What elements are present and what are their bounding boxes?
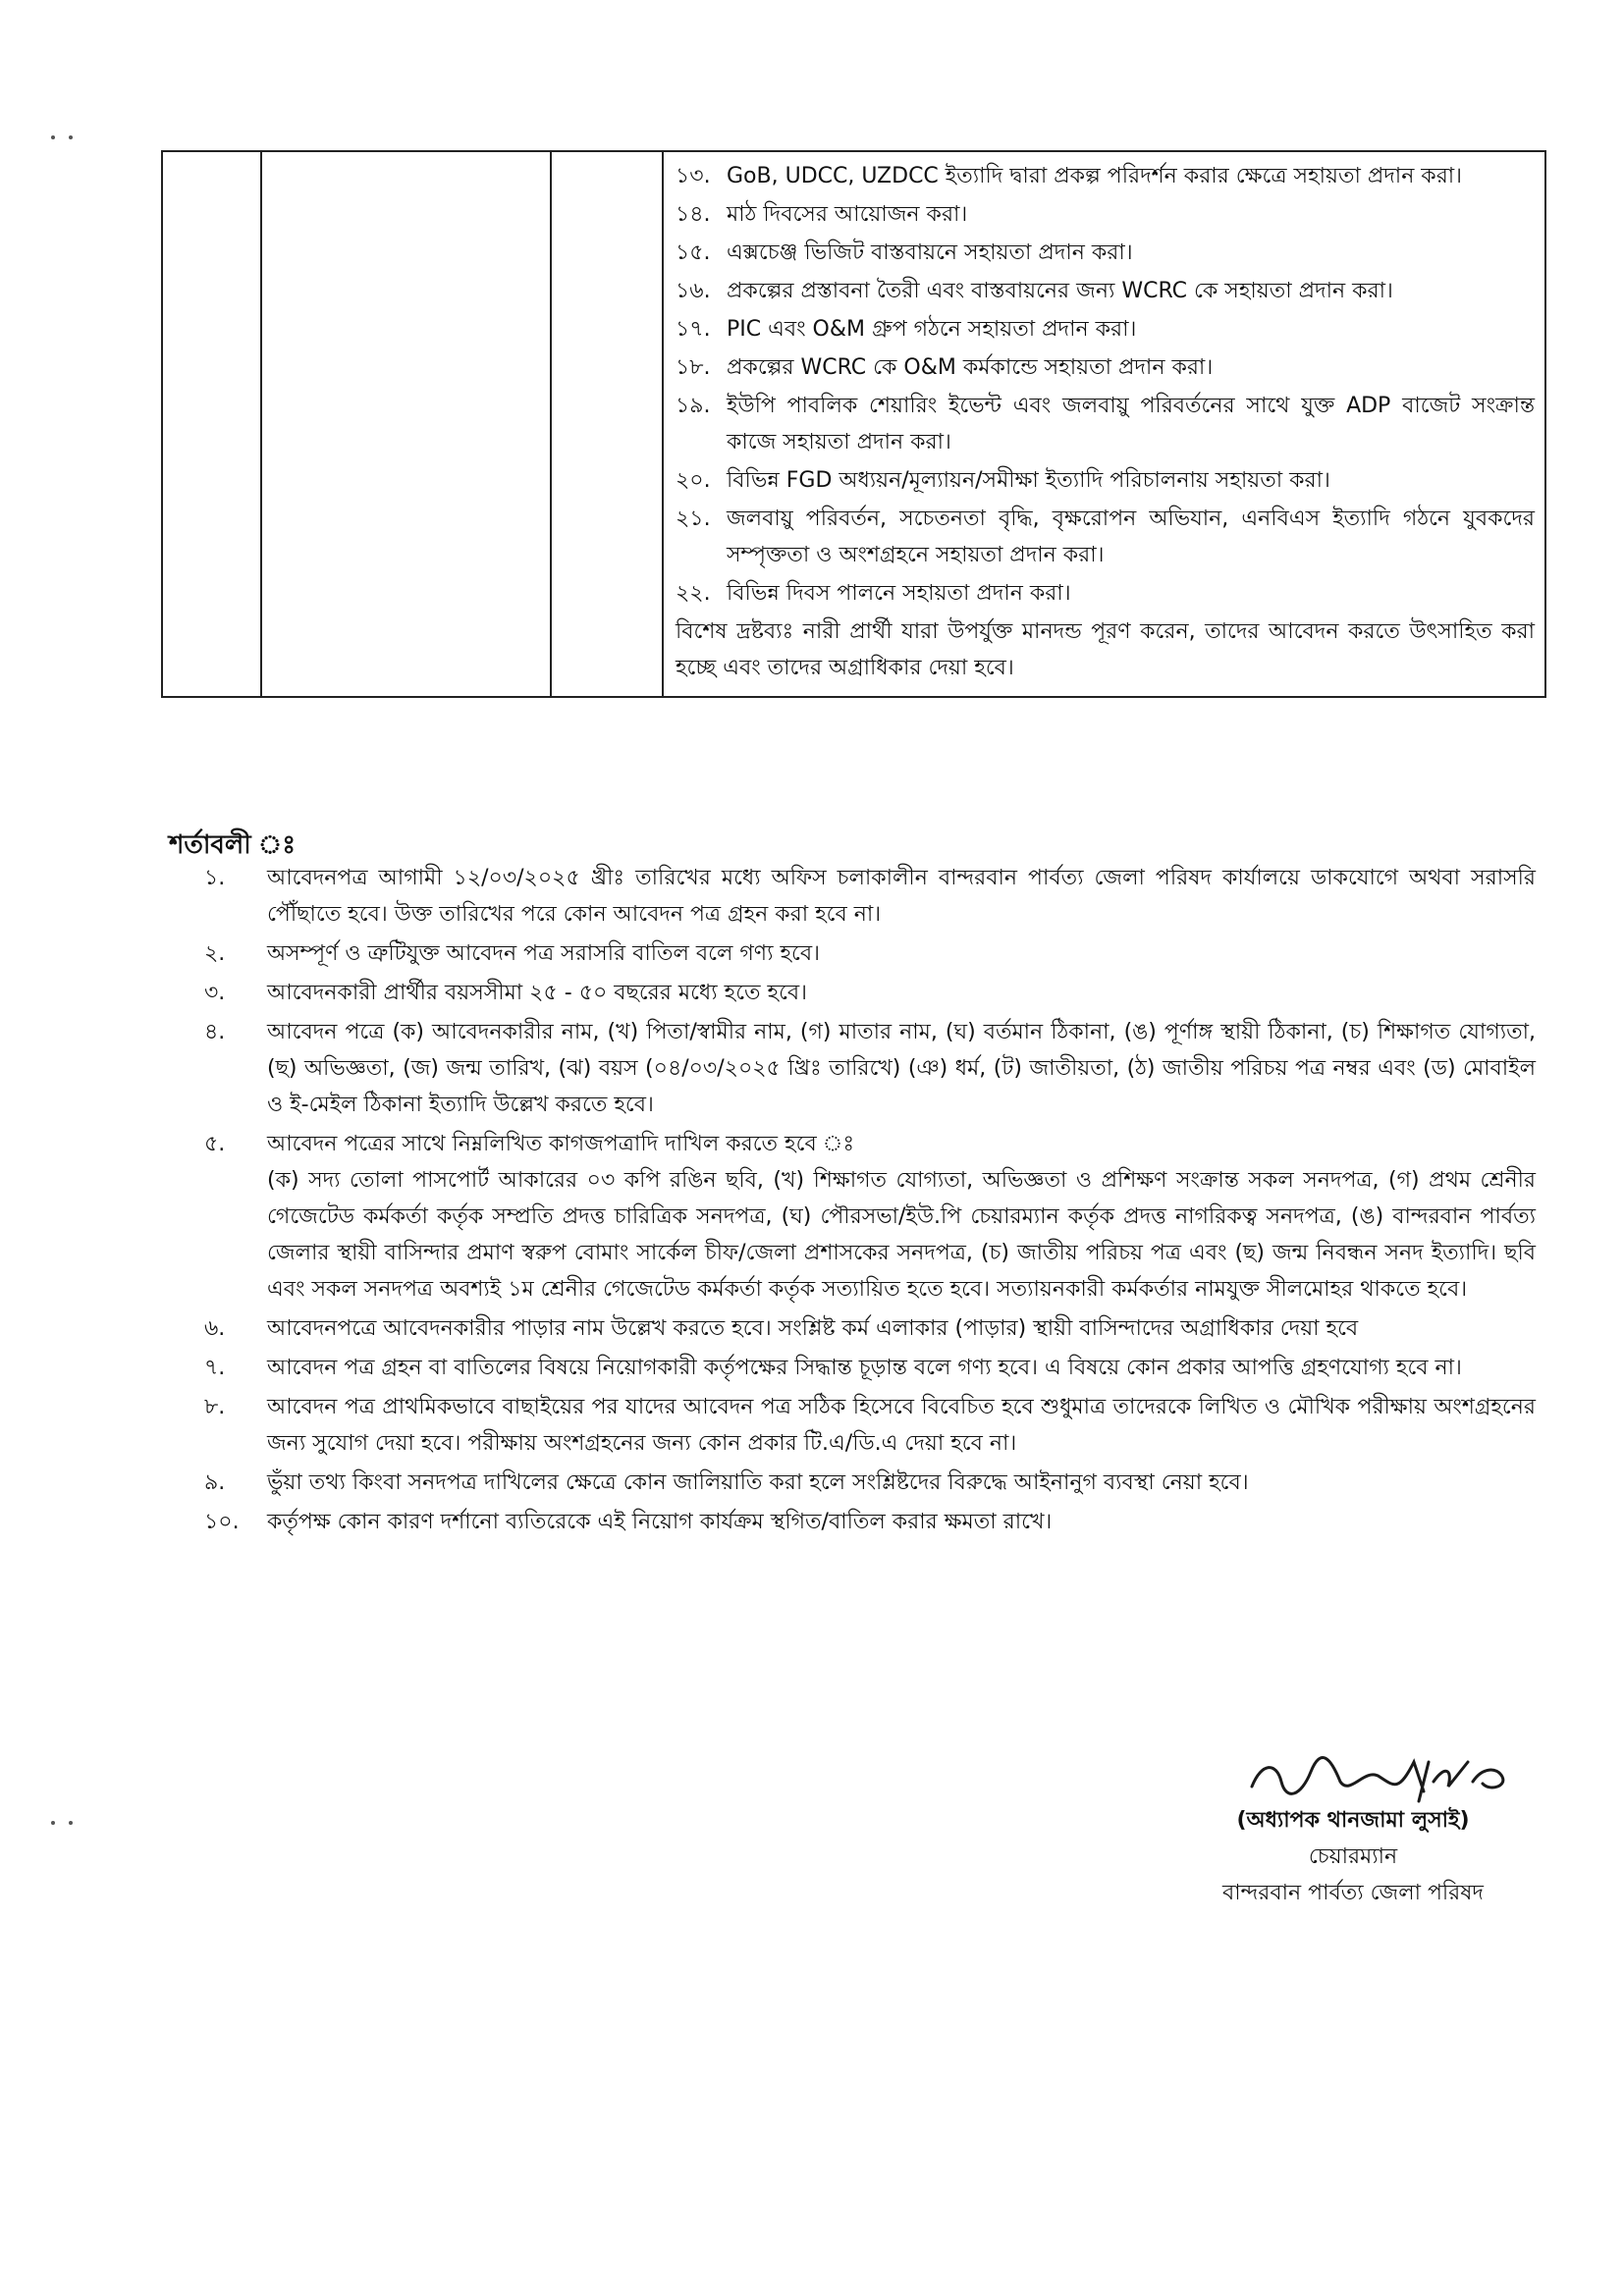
duty-text: বিভিন্ন FGD অধ্যয়ন/মূল্যায়ন/সমীক্ষা ইত্যাদি পরিচালনায় সহায়তা করা। [727, 468, 1330, 493]
condition-number: ৩. [204, 981, 226, 1005]
condition-number: ১. [204, 866, 226, 890]
condition-item [204, 1504, 1536, 1540]
condition-number: ১০. [204, 1510, 240, 1534]
duty-item [676, 273, 1535, 309]
duty-text: GoB, UDCC, UZDCC ইত্যাদি দ্বারা প্রকল্প পরিদর্শন করার ক্ষেত্রে সহায়তা প্রদান করা। [727, 164, 1463, 188]
duty-text: PIC এবং O&M গ্রুপ গঠনে সহায়তা প্রদান করা। [727, 317, 1137, 342]
duty-text: মাঠ দিবসের আয়োজন করা। [727, 202, 968, 227]
duty-number: ১৪. [676, 202, 711, 227]
condition-text: আবেদন পত্র প্রাথমিকভাবে বাছাইয়ের পর যাদের আবেদন পত্র সঠিক হিসেবে বিবেচিত হবে শুধুমাত্র তাদেরকে লিখিত ও মৌখিক পরীক্ষায় অংশগ্রহনের জন্য সুযোগ দেয়া হবে। পরীক্ষায় অংশগ্রহনের জন্য কোন প্রকার টি.এ/ডি.এ দেয়া হবে না। [267, 1395, 1536, 1456]
condition-text: কর্তৃপক্ষ কোন কারণ দর্শানো ব্যতিরেকে এই নিয়োগ কার্যক্রম স্থগিত/বাতিল করার ক্ষমতা রাখে। [267, 1510, 1053, 1534]
table-cell-post [261, 151, 551, 697]
signatory-name: (অধ্যাপক থানজামা লুসাই) [1236, 1808, 1470, 1833]
duty-number: ১৮. [676, 355, 711, 380]
duty-item [676, 349, 1535, 386]
duty-number: ১৭. [676, 317, 711, 342]
margin-dot [69, 135, 73, 139]
condition-item [204, 860, 1536, 933]
signatory-title: চেয়ারম্যান [1308, 1844, 1398, 1869]
duty-item [676, 462, 1535, 499]
condition-item [204, 1014, 1536, 1123]
duty-text: বিভিন্ন দিবস পালনে সহায়তা প্রদান করা। [727, 581, 1071, 606]
special-note: বিশেষ দ্রষ্টব্যঃ নারী প্রার্থী যারা উপর্যুক্ত মানদন্ড পূরণ করেন, তাদের আবেদন করতে উৎসাহিত করা হচ্ছে এবং তাদের অগ্রাধিকার দেয়া হবে। [676, 619, 1535, 680]
duty-number: ২১. [676, 507, 711, 531]
condition-number: ৭. [204, 1356, 226, 1380]
condition-item [204, 935, 1536, 972]
duty-text: প্রকল্পের WCRC কে O&M কর্মকান্ডে সহায়তা প্রদান করা। [727, 355, 1214, 380]
margin-dot [69, 1821, 73, 1825]
table-cell-duties [663, 151, 1545, 697]
duty-text: এক্সচেঞ্জ ভিজিট বাস্তবায়নে সহায়তা প্রদান করা। [727, 240, 1133, 265]
duty-item [676, 388, 1535, 460]
condition-number: ৯. [204, 1470, 226, 1495]
duty-item [676, 158, 1535, 194]
duty-text: ইউপি পাবলিক শেয়ারিং ইভেন্ট এবং জলবায়ু পরিবর্তনের সাথে যুক্ত ADP বাজেট সংক্রান্ত কাজে সহায়তা প্রদান করা। [727, 394, 1535, 454]
duty-text: প্রকল্পের প্রস্তাবনা তৈরী এবং বাস্তবায়নের জন্য WCRC কে সহায়তা প্রদান করা। [727, 279, 1393, 303]
duty-item [676, 501, 1535, 573]
condition-number: ৮. [204, 1395, 226, 1419]
table-row [162, 151, 1545, 697]
duty-item [676, 196, 1535, 233]
condition-item [204, 1389, 1536, 1462]
condition-text: আবেদনকারী প্রার্থীর বয়সসীমা ২৫ - ৫০ বছরের মধ্যে হতে হবে। [267, 981, 808, 1005]
condition-text: আবেদন পত্রে (ক) আবেদনকারীর নাম, (খ) পিতা/স্বামীর নাম, (গ) মাতার নাম, (ঘ) বর্তমান ঠিকানা, (ঙ) পূর্ণাঙ্গ স্থায়ী ঠিকানা, (চ) শিক্ষাগত যোগ্যতা, (ছ) অভিজ্ঞতা, (জ) জন্ম তারিখ, (ঝ) বয়স (০৪/০৩/২০২৫ খ্রিঃ তারিখে) (ঞ) ধর্ম, (ট) জাতীয়তা, (ঠ) জাতীয় পরিচয় পত্র নম্বর এবং (ড) মোবাইল ও ই-মেইল ঠিকানা ইত্যাদি উল্লেখ করতে হবে। [267, 1020, 1536, 1117]
margin-dot [51, 1821, 55, 1825]
condition-text: অসম্পূর্ণ ও ত্রুটিযুক্ত আবেদন পত্র সরাসরি বাতিল বলে গণ্য হবে। [267, 941, 820, 966]
condition-number: ২. [204, 941, 226, 966]
condition-documents-list: (ক) সদ্য তোলা পাসপোর্ট আকারের ০৩ কপি রঙিন ছবি, (খ) শিক্ষাগত যোগ্যতা, অভিজ্ঞতা ও প্রশিক্ষণ সংক্রান্ত সকল সনদপত্র, (গ) প্রথম শ্রেনীর গেজেটেড কর্মকর্তা কর্তৃক সম্প্রতি প্রদত্ত চারিত্রিক সনদপত্র, (ঘ) পৌরসভা/ইউ.পি চেয়ারম্যান কর্তৃক প্রদত্ত নাগরিকত্ব সনদপত্র, (ঙ) বান্দরবান পার্বত্য জেলার স্থায়ী বাসিন্দার প্রমাণ স্বরুপ বোমাং সার্কেল চীফ/জেলা প্রশাসকের সনদপত্র, (চ) জাতীয় পরিচয় পত্র এবং (ছ) জন্ম নিবন্ধন সনদ ইত্যাদি। ছবি এবং সকল সনদপত্র অবশ্যই ১ম শ্রেনীর গেজেটেড কর্মকর্তা কর্তৃক সত্যায়িত হতে হবে। সত্যায়নকারী কর্মকর্তার নামযুক্ত সীলমোহর থাকতে হবে। [267, 1168, 1536, 1302]
condition-text: আবেদন পত্রের সাথে নিম্নলিখিত কাগজপত্রাদি দাখিল করতে হবে ঃ [267, 1132, 855, 1156]
duties-table [161, 150, 1546, 698]
duty-number: ১৩. [676, 164, 711, 188]
duty-item [676, 575, 1535, 612]
condition-text: আবেদনপত্র আগামী ১২/০৩/২০২৫ খ্রীঃ তারিখের মধ্যে অফিস চলাকালীন বান্দরবান পার্বত্য জেলা পরিষদ কার্যালয়ে ডাকযোগে অথবা সরাসরি পৌঁছাতে হবে। উক্ত তারিখের পরে কোন আবেদন পত্র গ্রহন করা হবে না। [267, 866, 1536, 927]
duty-number: ১৯. [676, 394, 711, 418]
duty-number: ১৫. [676, 240, 711, 265]
condition-item [204, 1350, 1536, 1386]
condition-number: ৫. [204, 1132, 226, 1156]
condition-item [204, 975, 1536, 1011]
table-cell-serial [162, 151, 261, 697]
conditions-list [204, 860, 1536, 1543]
condition-text: আবেদনপত্রে আবেদনকারীর পাড়ার নাম উল্লেখ করতে হবে। সংশ্লিষ্ট কর্ম এলাকার (পাড়ার) স্থায়ী বাসিন্দাদের অগ্রাধিকার দেয়া হবে [267, 1316, 1359, 1341]
condition-number: ৪. [204, 1020, 226, 1044]
duty-number: ১৬. [676, 279, 711, 303]
condition-item [204, 1126, 1536, 1308]
signatory-office: বান্দরবান পার্বত্য জেলা পরিষদ [1222, 1881, 1484, 1905]
conditions-heading: শর্তাবলী ঃ [169, 830, 297, 860]
condition-text: আবেদন পত্র গ্রহন বা বাতিলের বিষয়ে নিয়োগকারী কর্তৃপক্ষের সিদ্ধান্ত চূড়ান্ত বলে গণ্য হবে। এ বিষয়ে কোন প্রকার আপত্তি গ্রহণযোগ্য হবে না। [267, 1356, 1462, 1380]
duty-number: ২২. [676, 581, 711, 606]
condition-item [204, 1310, 1536, 1347]
margin-dot [51, 135, 55, 139]
duty-number: ২০. [676, 468, 711, 493]
handwritten-signature [1232, 1742, 1527, 1811]
condition-item [204, 1465, 1536, 1501]
condition-text: ভুঁয়া তথ্য কিংবা সনদপত্র দাখিলের ক্ষেত্রে কোন জালিয়াতি করা হলে সংশ্লিষ্টদের বিরুদ্ধে আইনানুগ ব্যবস্থা নেয়া হবে। [267, 1470, 1249, 1495]
table-cell-count [551, 151, 663, 697]
condition-number: ৬. [204, 1316, 226, 1341]
duty-item [676, 311, 1535, 347]
duty-text: জলবায়ু পরিবর্তন, সচেতনতা বৃদ্ধি, বৃক্ষরোপন অভিযান, এনবিএস ইত্যাদি গঠনে যুবকদের সম্পৃক্ততা ও অংশগ্রহনে সহায়তা প্রদান করা। [727, 507, 1535, 567]
duty-item [676, 235, 1535, 271]
